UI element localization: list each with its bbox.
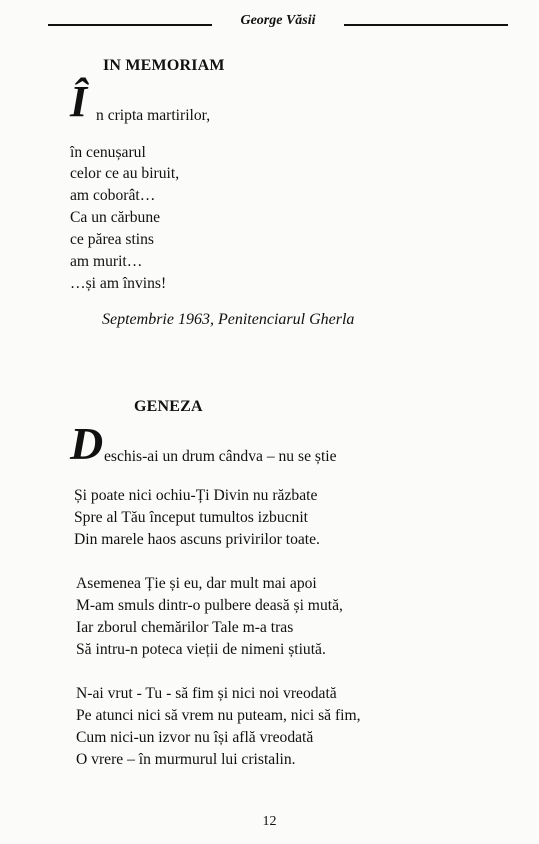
poem2-stanza3-line: N-ai vrut - Tu - să fim și nici noi vreodată bbox=[76, 685, 337, 702]
poem2-stanza1-line: Spre al Tău început tumultos izbucnit bbox=[74, 509, 309, 526]
dropcap-d: D bbox=[70, 418, 104, 469]
running-header bbox=[48, 11, 508, 35]
poem1-line: …și am învins! bbox=[70, 275, 167, 292]
dropcap-i: Î bbox=[70, 77, 88, 126]
poem2-first-line: eschis-ai un drum cândva – nu se știe bbox=[104, 448, 337, 465]
poem1-line: am murit… bbox=[70, 253, 143, 270]
poem2-stanza3-line: Pe atunci nici să vrem nu puteam, nici să fim, bbox=[76, 707, 361, 724]
page-number: 12 bbox=[262, 814, 277, 829]
poem1-line: am coborât… bbox=[70, 187, 156, 204]
poem1-dateline: Septembrie 1963, Penitenciarul Gherla bbox=[102, 311, 355, 328]
header-rule-right bbox=[344, 24, 508, 26]
poem2-stanza3-line: O vrere – în murmurul lui cristalin. bbox=[76, 751, 296, 768]
poem2-stanza2-line: Să intru-n poteca vieții de nimeni știută. bbox=[76, 641, 326, 658]
header-rule-left bbox=[48, 24, 212, 26]
poem1-line: Ca un cărbune bbox=[70, 209, 161, 226]
poem-title-in-memoriam: IN MEMORIAM bbox=[103, 57, 225, 74]
poem2-stanza2-line: Iar zborul chemărilor Tale m-a tras bbox=[76, 619, 294, 636]
poem-title-geneza: GENEZA bbox=[134, 398, 203, 415]
poem2-stanza2-line: M-am smuls dintr-o pulbere deasă și mută, bbox=[76, 597, 343, 614]
poem2-stanza1-line: Și poate nici ochiu-Ți Divin nu răzbate bbox=[74, 487, 318, 504]
poem1-first-line: n cripta martirilor, bbox=[96, 107, 211, 124]
poem2-stanza1-line: Din marele haos ascuns privirilor toate. bbox=[74, 531, 320, 548]
poem2-stanza2-line: Asemenea Ție și eu, dar mult mai apoi bbox=[76, 575, 317, 592]
poem1-line: în cenușarul bbox=[70, 144, 146, 161]
poem1-line: celor ce au biruit, bbox=[70, 165, 180, 182]
poem2-stanza3-line: Cum nici-un izvor nu își află vreodată bbox=[76, 729, 314, 746]
poem1-line: ce părea stins bbox=[70, 231, 154, 248]
header-author: George Văsii bbox=[240, 13, 316, 28]
